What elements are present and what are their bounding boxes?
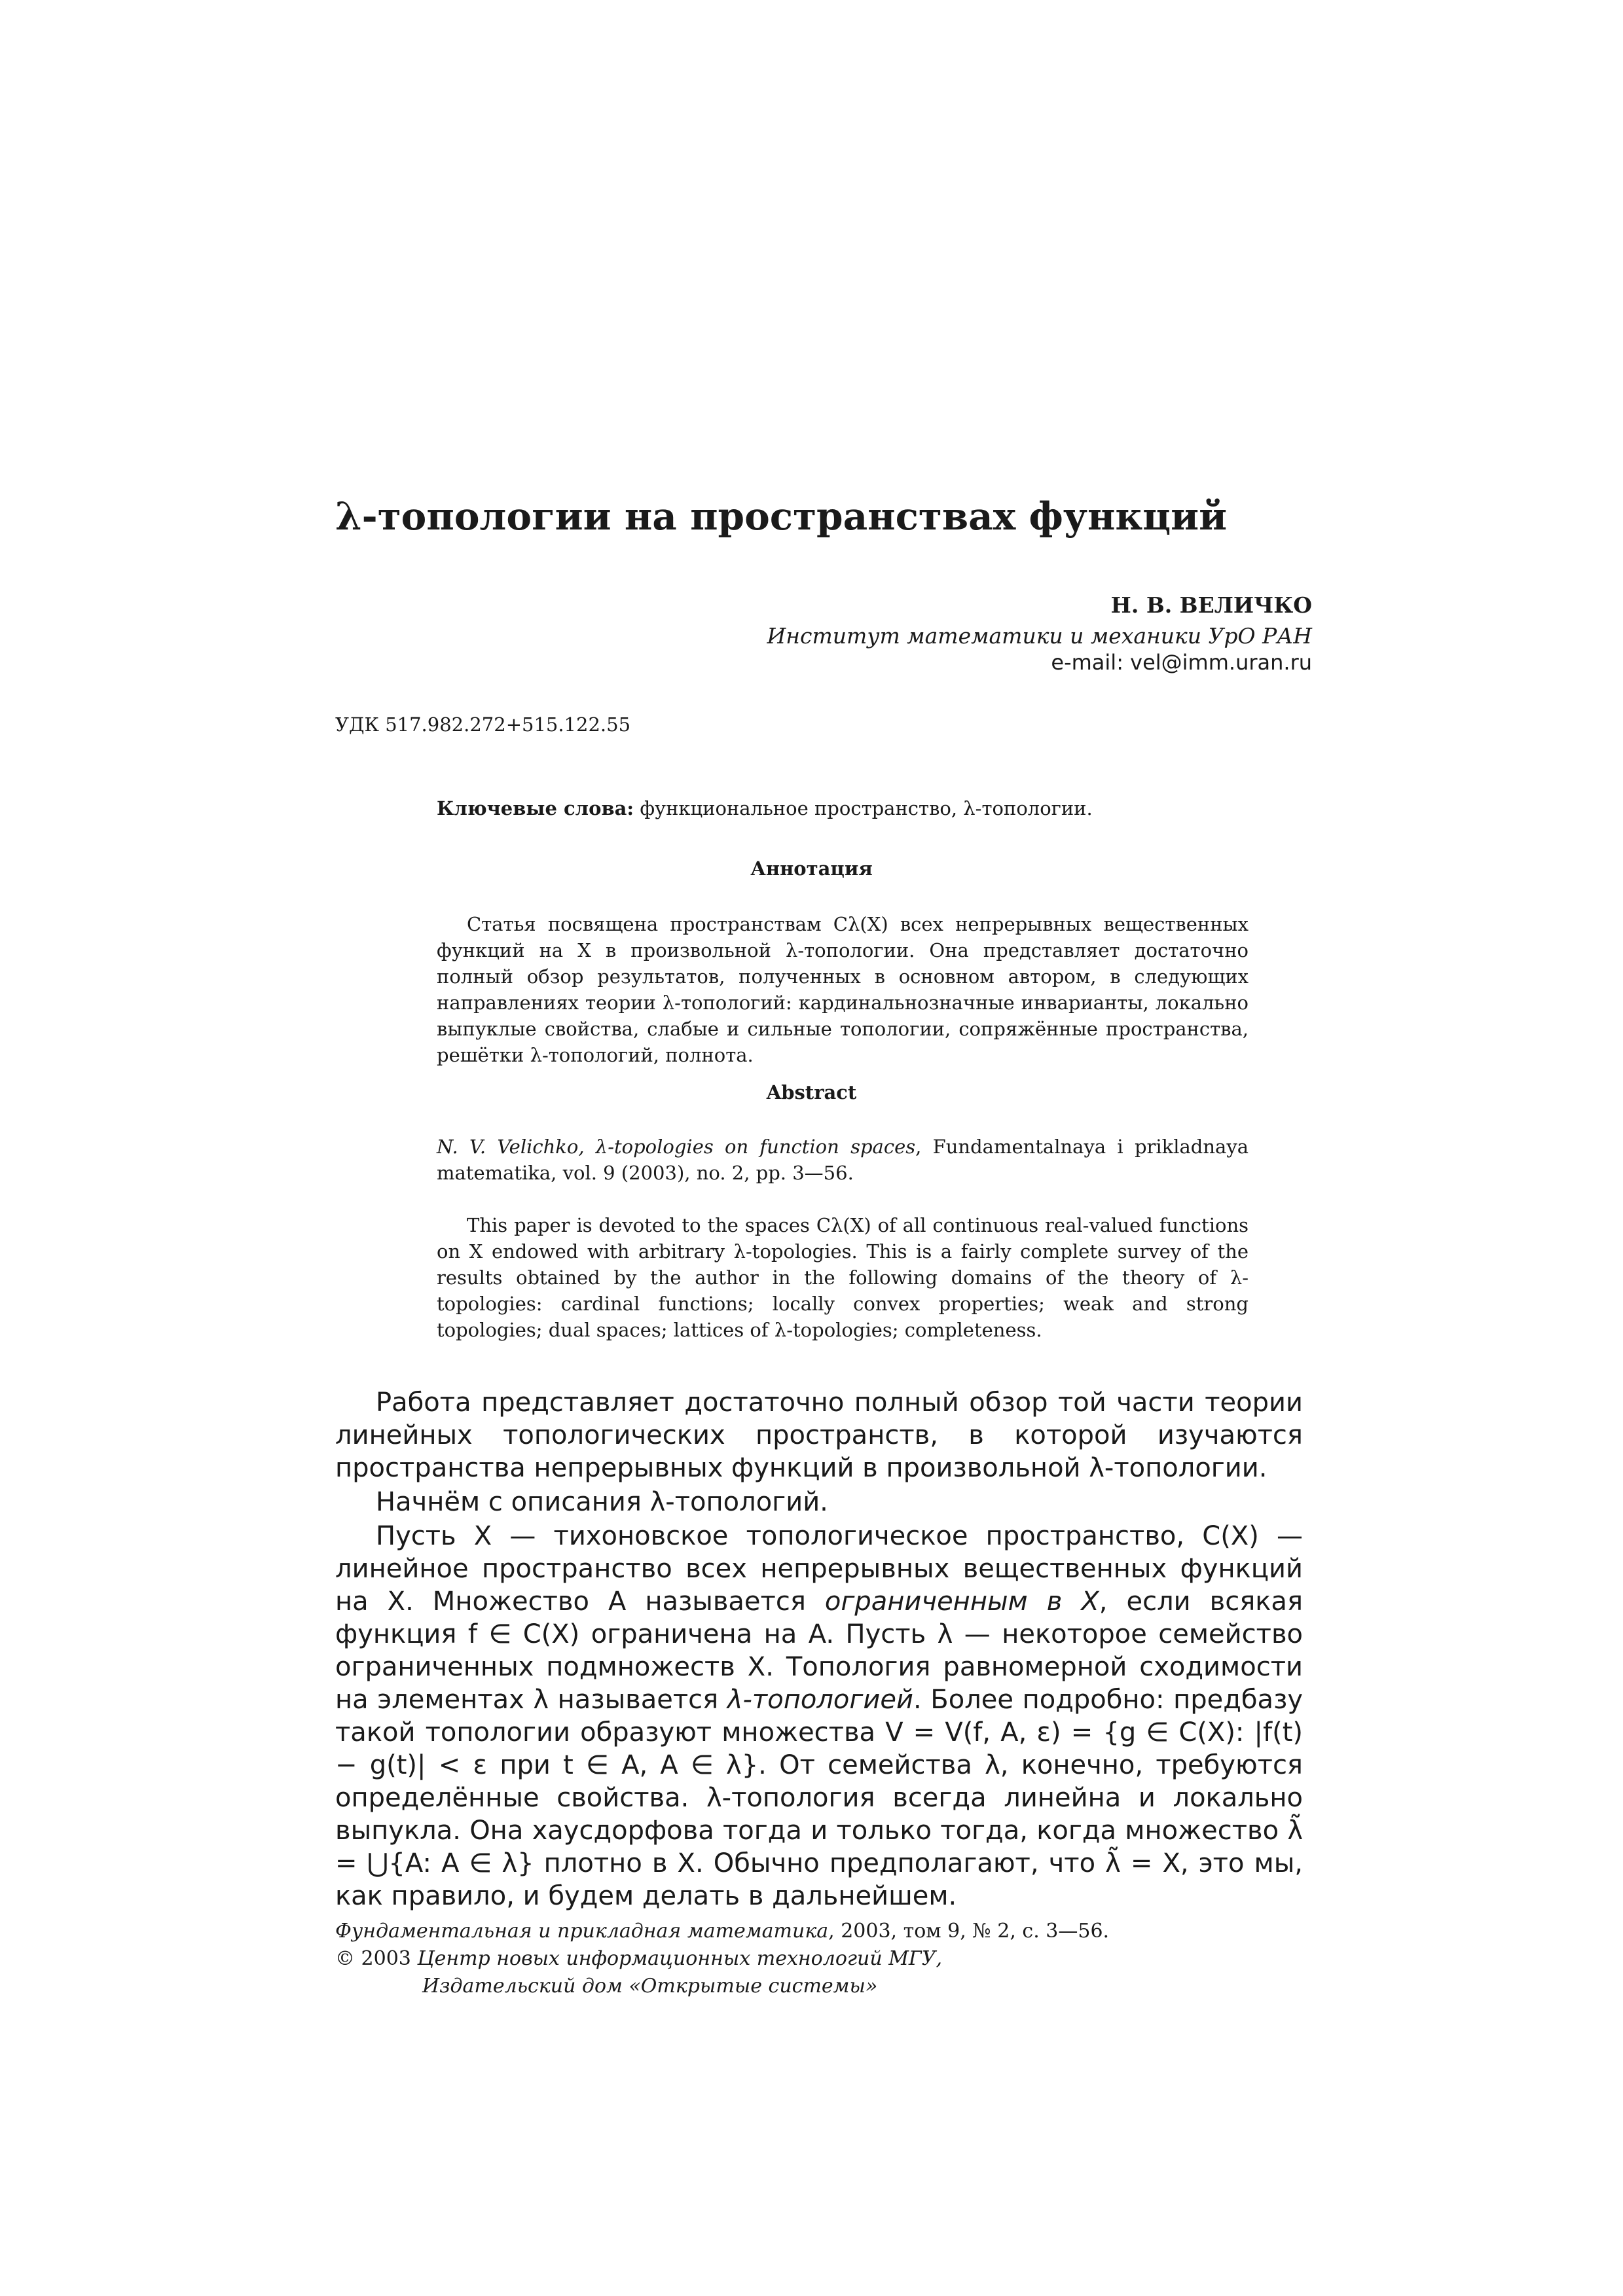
- footer-journal-rest: , 2003, том 9, № 2, с. 3—56.: [828, 1920, 1110, 1943]
- body-p3-text-a: Пусть X — тихоновское топологическое пространство, C(X) — линейное пространство всех непрерывных вещественных функций на X. Множество A называется: [335, 1521, 1303, 1617]
- body-p3-term-bounded: ограниченным в X: [824, 1587, 1099, 1617]
- footer-copyright-org: Центр новых информационных технологий МГУ,: [417, 1947, 943, 1970]
- abstract-heading: Abstract: [766, 1081, 857, 1103]
- abstract-citation: [437, 1134, 1249, 1186]
- udk-code: УДК 517.982.272+515.122.55: [335, 713, 631, 736]
- annotation-text: [437, 911, 1249, 1068]
- abstract-body: This paper is devoted to the spaces Cλ(X) of all continuous real-valued functions on X endowed with arbitrary λ-topologies. This is a fairly complete survey of the results obtained by the author in the following domains of the theory of λ-topologies: cardinal functions; locally convex properties; weak and strong topologies; dual spaces; lattices of λ-topologies; completeness.: [437, 1214, 1249, 1341]
- body-paragraph-2: [335, 1486, 1303, 1518]
- keywords-text: функциональное пространство, λ-топологии.: [640, 797, 1093, 819]
- footer-copyright-prefix: © 2003: [335, 1947, 418, 1970]
- body-p3-text-c: , если всякая функция f ∈ C(X) ограничена на A. Пусть λ — некоторое семейство ограниченных подмножеств X. Топология равномерной сходимости на элементах λ называется: [335, 1587, 1303, 1715]
- body-paragraph-1: [335, 1386, 1303, 1484]
- paper-title: λ-топологии на пространствах функций: [335, 494, 1228, 539]
- abstract-text: [437, 1212, 1249, 1343]
- footer-publisher-name: Издательский дом «Открытые системы»: [422, 1975, 878, 1998]
- footer-copyright: [335, 1945, 942, 1973]
- annotation-body: Статья посвящена пространствам Cλ(X) всех непрерывных вещественных функций на X в произвольной λ-топологии. Она представляет достаточно полный обзор результатов, полученных в основном автором, в следующих направлениях теории λ-топологий: кардинальнозначные инварианты, локально выпуклые свойства, слабые и сильные топологии, сопряжённые пространства, решётки λ-топологий, полнота.: [437, 913, 1249, 1066]
- body-p2-text: Начнём с описания λ-топологий.: [376, 1487, 828, 1517]
- citation-rest: , Fundamentalnaya i prikladnaya matematika, vol. 9 (2003), no. 2, pp. 3—56.: [437, 1136, 1249, 1184]
- author-name: Н. В. ВЕЛИЧКО: [1110, 592, 1312, 618]
- footer-journal-name: Фундаментальная и прикладная математика: [335, 1920, 829, 1943]
- author-email: e-mail: vel@imm.uran.ru: [1051, 650, 1312, 675]
- body-p3-text-e: . Более подробно: предбазу такой топологии образуют множества V = V(f, A, ε) = {g ∈ C(X): |f(t) − g(t)| < ε при t ∈ A, A ∈ λ}. От семейства λ, конечно, требуются определённые свойства. λ-топология всегда линейна и локально выпукла. Она хаусдорфова тогда и только тогда, когда множество λ̃ = ⋃{A: A ∈ λ} плотно в X. Обычно предполагают, что λ̃ = X, это мы, как правило, и будем делать в дальнейшем.: [335, 1685, 1304, 1911]
- body-p1-text: Работа представляет достаточно полный обзор той части теории линейных топологических пространств, в которой изучаются пространства непрерывных функций в произвольной λ-топологии.: [335, 1388, 1303, 1483]
- keywords: [437, 797, 1093, 819]
- body-p3-term-lambda: λ-топологией: [727, 1685, 913, 1715]
- annotation-heading: Аннотация: [750, 857, 873, 880]
- citation-authors: N. V. Velichko, λ-topologies on function spaces: [437, 1136, 916, 1158]
- footer-publisher: [422, 1973, 877, 2000]
- body-paragraph-3: [335, 1520, 1303, 1912]
- footer-journal: [335, 1918, 1109, 1945]
- keywords-label: Ключевые слова:: [437, 797, 634, 819]
- author-affiliation: Институт математики и механики УрО РАН: [767, 623, 1312, 649]
